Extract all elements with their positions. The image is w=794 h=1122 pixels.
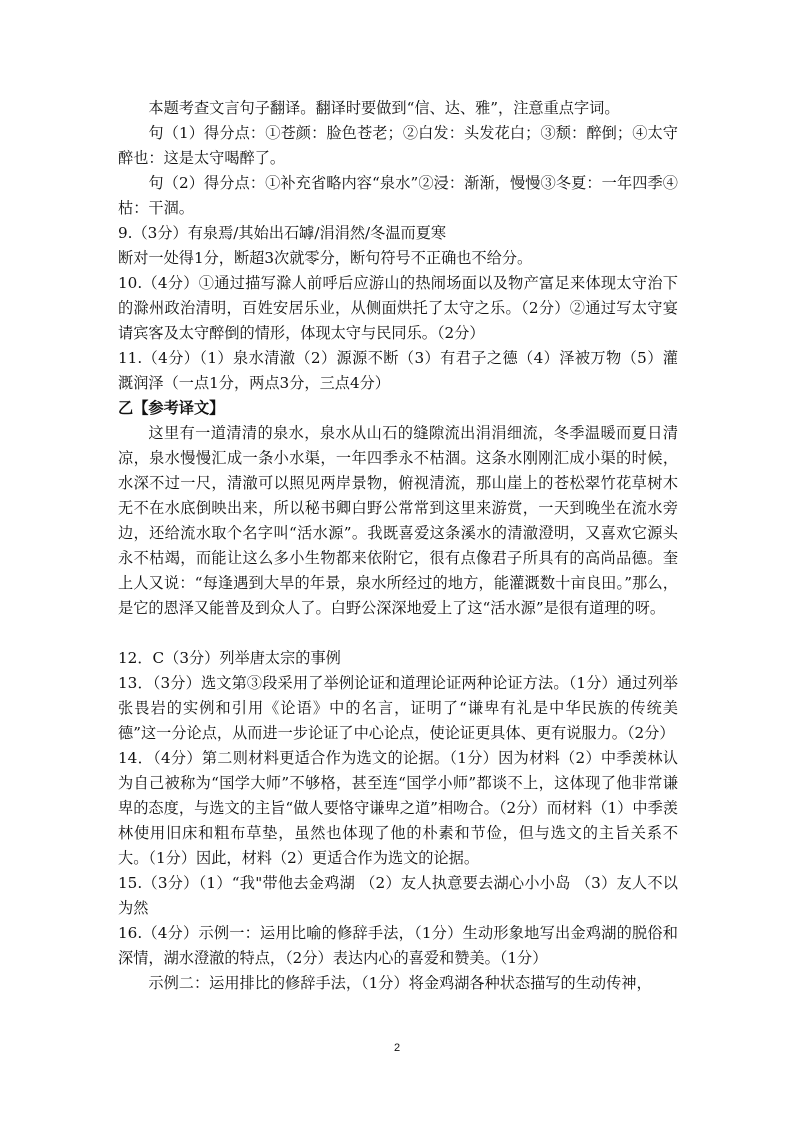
paragraph: 12．C（3分）列举唐太宗的事例 bbox=[118, 649, 341, 667]
section-heading: 乙【参考译文】 bbox=[118, 399, 225, 417]
paragraph: 示例二：运用排比的修辞手法，（1分）将金鸡湖各种状态描写的生动传神， bbox=[148, 974, 652, 992]
paragraph: 16.（4分）示例一：运用比喻的修辞手法，（1分）生动形象地写出金鸡湖的脱俗和深情，湖水澄澈的特点，（2分）表达内心的喜爱和赞美。（1分） bbox=[118, 924, 678, 967]
paragraph: 11.（4分）（1）泉水清澈（2）源源不断（3）有君子之德（4）泽被万物（5）灌溉润泽（一点1分，两点3分，三点4分） bbox=[118, 349, 678, 392]
paragraph: 9.（3分）有泉焉/其始出石罅/涓涓然/冬温而夏寒 bbox=[118, 224, 447, 242]
paragraph: 13．（3分）选文第③段采用了举例论证和道理论证两种论证方法。（1分）通过列举张畏岩的实例和引用《论语》中的名言，证明了“谦卑有礼是中华民族的传统美德”这一分论点，从而进一步论证了中心论点，使论证更具体、更有说服力。（2分） bbox=[118, 674, 678, 742]
paragraph: 本题考查文言句子翻译。翻译时要做到“信、达、雅”，注意重点字词。 bbox=[148, 99, 620, 117]
paragraph: 句（2）得分点：①补充省略内容“泉水”②浸：渐渐，慢慢③冬夏：一年四季④枯：干涸。 bbox=[118, 174, 678, 217]
paragraph: 10.（4分）①通过描写滁人前呼后应游山的热闹场面以及物产富足来体现太守治下的滁州政治清明，百姓安居乐业，从侧面烘托了太守之乐。（2分）②通过写太守宴请宾客及太守醉倒的情形，体现太守与民同乐。（2分） bbox=[118, 274, 678, 342]
page-content bbox=[118, 96, 678, 996]
paragraph: 14．（4分）第二则材料更适合作为选文的论据。（1分）因为材料（2）中季羡林认为自己被称为“国学大师”不够格，甚至连“国学小师”都谈不上，这体现了他非常谦卑的态度，与选文的主旨“做人要恪守谦卑之道”相吻合。（2分）而材料（1）中季羡林使用旧床和粗布草垫，虽然也体现了他的朴素和节俭，但与选文的主旨关系不大。（1分）因此，材料（2）更适合作为选文的论据。 bbox=[118, 749, 678, 867]
paragraph: 断对一处得1分，断超3次就零分，断句符号不正确也不给分。 bbox=[118, 249, 533, 267]
blank-line bbox=[118, 621, 678, 646]
paragraph: 这里有一道清清的泉水，泉水从山石的缝隙流出涓涓细流，冬季温暖而夏日清凉，泉水慢慢汇成一条小水渠，一年四季永不枯涸。这条水刚刚汇成小渠的时候，水深不过一尺，清澈可以照见两岸景物，俯视清流，那山崖上的苍松翠竹花草树木无不在水底倒映出来，所以秘书卿白野公常常到这里来游赏，一天到晚坐在流水旁边，还给流水取个名字叫“活水源”。我既喜爱这条溪水的清澈澄明，又喜欢它源头永不枯竭，而能让这么多小生物都来依附它，很有点像君子所具有的高尚品德。奎上人又说：“每逢遇到大旱的年景，泉水所经过的地方，能灌溉数十亩良田。”那么，是它的恩泽又能普及到众人了。白野公深深地爱上了这“活水源”是很有道理的呀。 bbox=[118, 424, 678, 617]
page-number: 2 bbox=[393, 1042, 401, 1054]
paragraph: 15.（3分）（1）“我"带他去金鸡湖 （2）友人执意要去湖心小小岛 （3）友人不以为然 bbox=[118, 874, 678, 917]
paragraph: 句（1）得分点：①苍颜：脸色苍老；②白发：头发花白；③颓：醉倒；④太守醉也：这是太守喝醉了。 bbox=[118, 124, 678, 167]
